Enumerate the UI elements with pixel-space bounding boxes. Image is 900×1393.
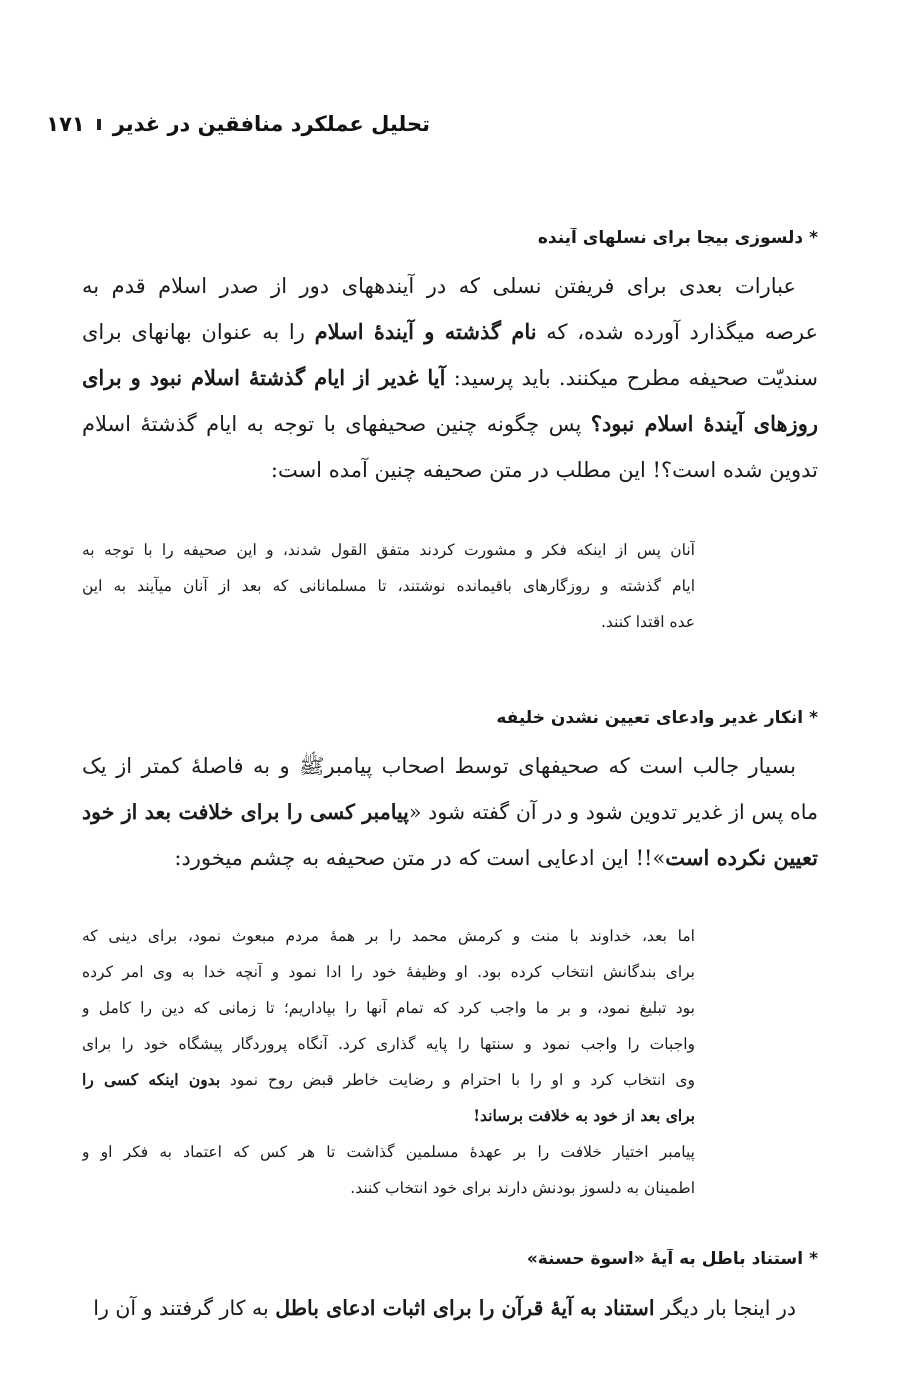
section-heading-text: دلسوزی بیجا برای نسلهای آینده — [537, 228, 804, 248]
running-title: تحلیل عملکرد منافقین در غدیر — [112, 112, 430, 136]
section-heading-text: استناد باطل به آیهٔ «اسوة حسنة» — [526, 1249, 804, 1269]
paragraph-line: بسیار جالب است که صحیفهای توسط اصحاب پیامبرﷺ و به فاصلهٔ کمتر از یک — [82, 754, 796, 778]
asterisk-icon: * — [809, 228, 818, 248]
quotation-line: ایام گذشته و روزگارهای باقیمانده نوشتند، تا مسلمانانی که بعد از آنان میآیند به این — [82, 577, 695, 595]
section-heading — [82, 228, 818, 248]
section-heading — [82, 708, 818, 728]
quotation-block — [82, 532, 695, 640]
paragraph — [82, 743, 818, 881]
quotation-line: واجبات را واجب نمود و سنتها را پایه گذاری کرد. آنگاه پروردگار پیشگاه خود را برای — [82, 1035, 695, 1053]
paragraph-line: ماه پس از غدیر تدوین شود و در آن گفته شود «پیامبر کسی را برای خلافت بعد از خود — [82, 800, 818, 824]
paragraph-line: روزهای آیندهٔ اسلام نبود؟ پس چگونه چنین صحیفهای با توجه به ایام گذشتهٔ اسلام — [82, 411, 818, 436]
paragraph-line: سندیّت صحیفه مطرح میکنند. باید پرسید: آیا غدیر از ایام گذشتهٔ اسلام نبود و برای — [82, 365, 818, 390]
paragraph — [82, 1285, 818, 1331]
paragraph-line: تعیین نکرده است»!! این ادعایی است که در متن صحیفه به چشم میخورد: — [174, 845, 818, 870]
page-number: ۱۷۱ — [46, 112, 85, 136]
quotation-line: برای بندگانش انتخاب کرده بود. او وظیفهٔ خود را ادا نمود و آنچه خدا به وی امر کرده — [82, 963, 695, 981]
asterisk-icon: * — [809, 708, 818, 728]
square-separator-icon — [97, 119, 101, 130]
asterisk-icon: * — [809, 1249, 818, 1269]
paragraph-line: عبارات بعدی برای فریفتن نسلی که در آیندههای دور از صدر اسلام قدم به — [82, 274, 796, 298]
paragraph — [82, 263, 818, 493]
paragraph-line: در اینجا بار دیگر استناد به آیهٔ قرآن را برای اثبات ادعای باطل به کار گرفتند و آن را — [93, 1296, 796, 1320]
section-heading — [82, 1249, 818, 1269]
quotation-line: اما بعد، خداوند با منت و کرمش محمد را بر همهٔ مردم مبعوث نمود، برای دینی که — [82, 927, 695, 945]
section-heading-text: انکار غدیر وادعای تعیین نشدن خلیفه — [496, 708, 804, 728]
quotation-line: برای بعد از خود به خلافت برساند! — [473, 1106, 695, 1125]
quotation-line: پیامبر اختیار خلافت را بر عهدهٔ مسلمین گذاشت تا هر کس که اعتماد به فکر او و — [82, 1143, 695, 1161]
quotation-line: عده اقتدا کنند. — [601, 613, 695, 631]
quotation-line: وی انتخاب کرد و او را با احترام و رضایت خاطر قبض روح نمود بدون اینکه کسی را — [82, 1070, 695, 1089]
paragraph-line: تدوین شده است؟! این مطلب در متن صحیفه چنین آمده است: — [270, 458, 818, 482]
running-header — [46, 112, 430, 136]
quotation-line: آنان پس از اینکه فکر و مشورت کردند متفق القول شدند، و این صحیفه را با توجه به — [82, 541, 695, 559]
quotation-line: اطمینان به دلسوز بودنش دارند برای خود انتخاب کنند. — [350, 1179, 695, 1197]
quotation-block — [82, 918, 695, 1206]
paragraph-line: عرصه میگذارد آورده شده، که نام گذشته و آیندهٔ اسلام را به عنوان بهانهای برای — [82, 319, 818, 344]
quotation-line: بود تبلیغ نمود، و بر ما واجب کرد که تمام آنها را بپاداریم؛ تا زمانی که دین را کامل و — [82, 999, 695, 1017]
